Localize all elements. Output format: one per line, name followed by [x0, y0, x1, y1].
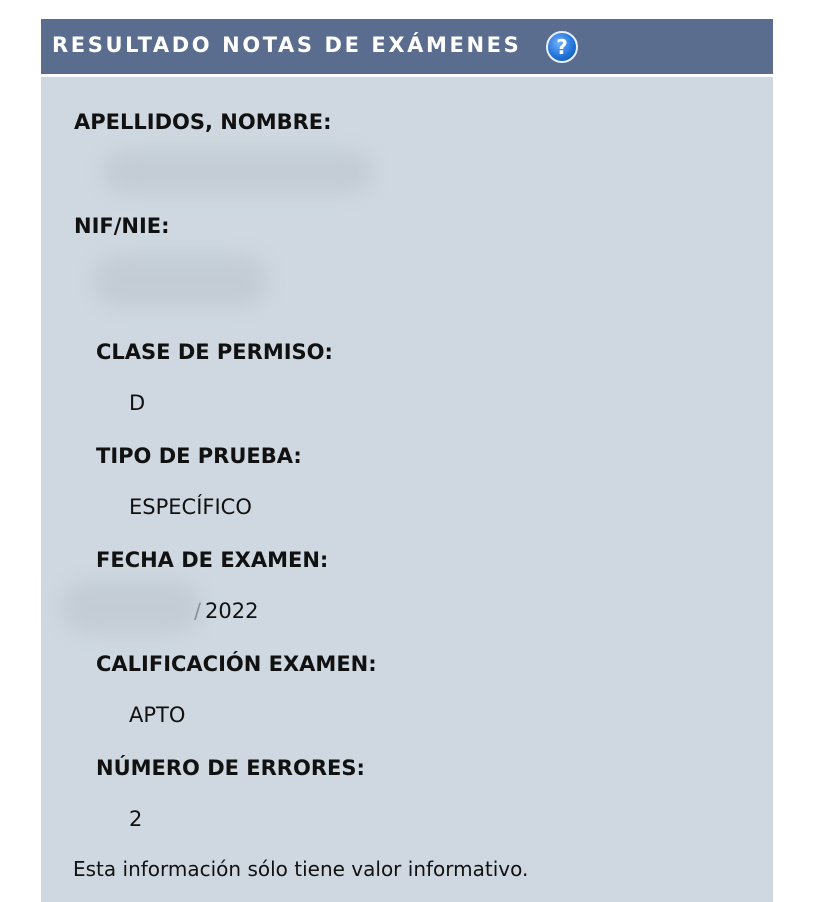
info-disclaimer: Esta información sólo tiene valor informativo.	[73, 857, 529, 881]
exam-date-separator: /	[194, 599, 202, 623]
errors-count-value: 2	[129, 807, 143, 831]
exam-grade-label: CALIFICACIÓN EXAMEN:	[96, 652, 377, 676]
nif-value-redacted	[93, 255, 268, 307]
name-label: APELLIDOS, NOMBRE:	[74, 110, 332, 134]
panel-header	[41, 19, 773, 77]
exam-date-label: FECHA DE EXAMEN:	[96, 548, 329, 572]
exam-date-year: 2022	[205, 599, 259, 623]
test-type-label: TIPO DE PRUEBA:	[96, 444, 302, 468]
help-question-icon[interactable]: ?	[546, 31, 578, 63]
permit-class-value: D	[129, 391, 146, 415]
results-panel	[41, 19, 773, 902]
name-value-redacted	[103, 151, 373, 193]
page-title: RESULTADO NOTAS DE EXÁMENES	[52, 33, 522, 57]
nif-label: NIF/NIE:	[74, 214, 170, 238]
errors-count-label: NÚMERO DE ERRORES:	[96, 756, 365, 780]
exam-grade-value: APTO	[129, 703, 186, 727]
test-type-value: ESPECÍFICO	[129, 495, 252, 519]
exam-date-redacted	[61, 581, 201, 633]
permit-class-label: CLASE DE PERMISO:	[96, 340, 333, 364]
